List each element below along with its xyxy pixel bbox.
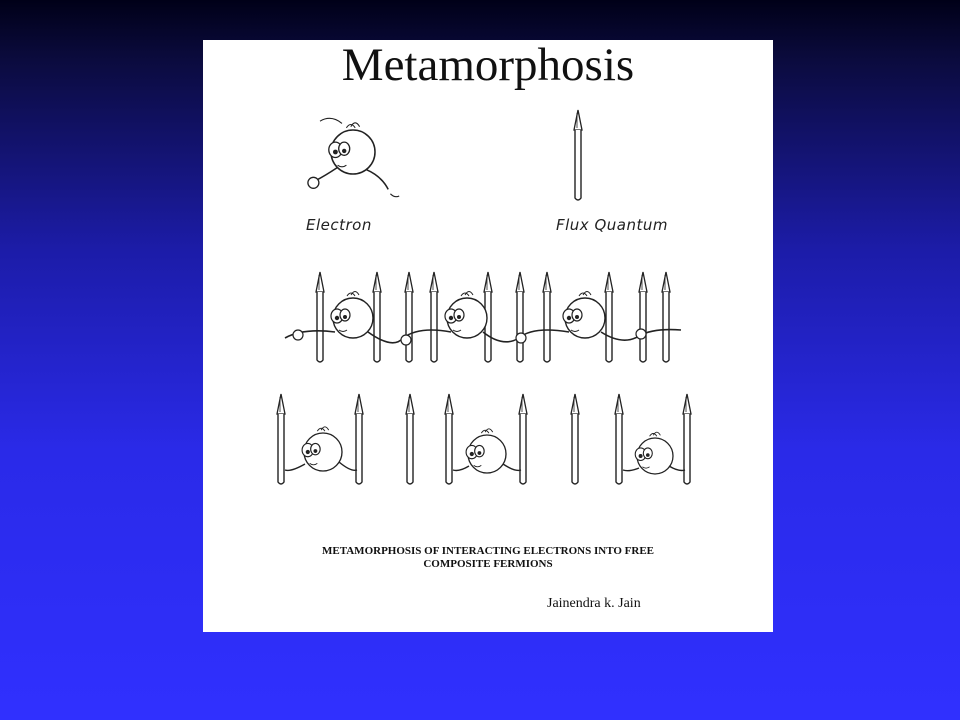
cartoon-drawing [203,40,773,632]
figure-title: Metamorphosis [341,39,635,91]
composite-fermions-row [277,394,691,484]
flux-quantum-label: Flux Quantum [556,216,668,234]
figure-caption [203,545,773,571]
flux-quantum-figure [574,110,582,200]
author-credit: Jainendra k. Jain [547,596,641,611]
electron-label: Electron [306,216,372,234]
caption-line-2: COMPOSITE FERMIONS [423,558,553,570]
figure-panel [203,40,773,632]
electron-figure [308,118,399,196]
caption-line-1: METAMORPHOSIS OF INTERACTING ELECTRONS INTO FREE [322,545,654,557]
interacting-electrons-row [285,272,681,362]
